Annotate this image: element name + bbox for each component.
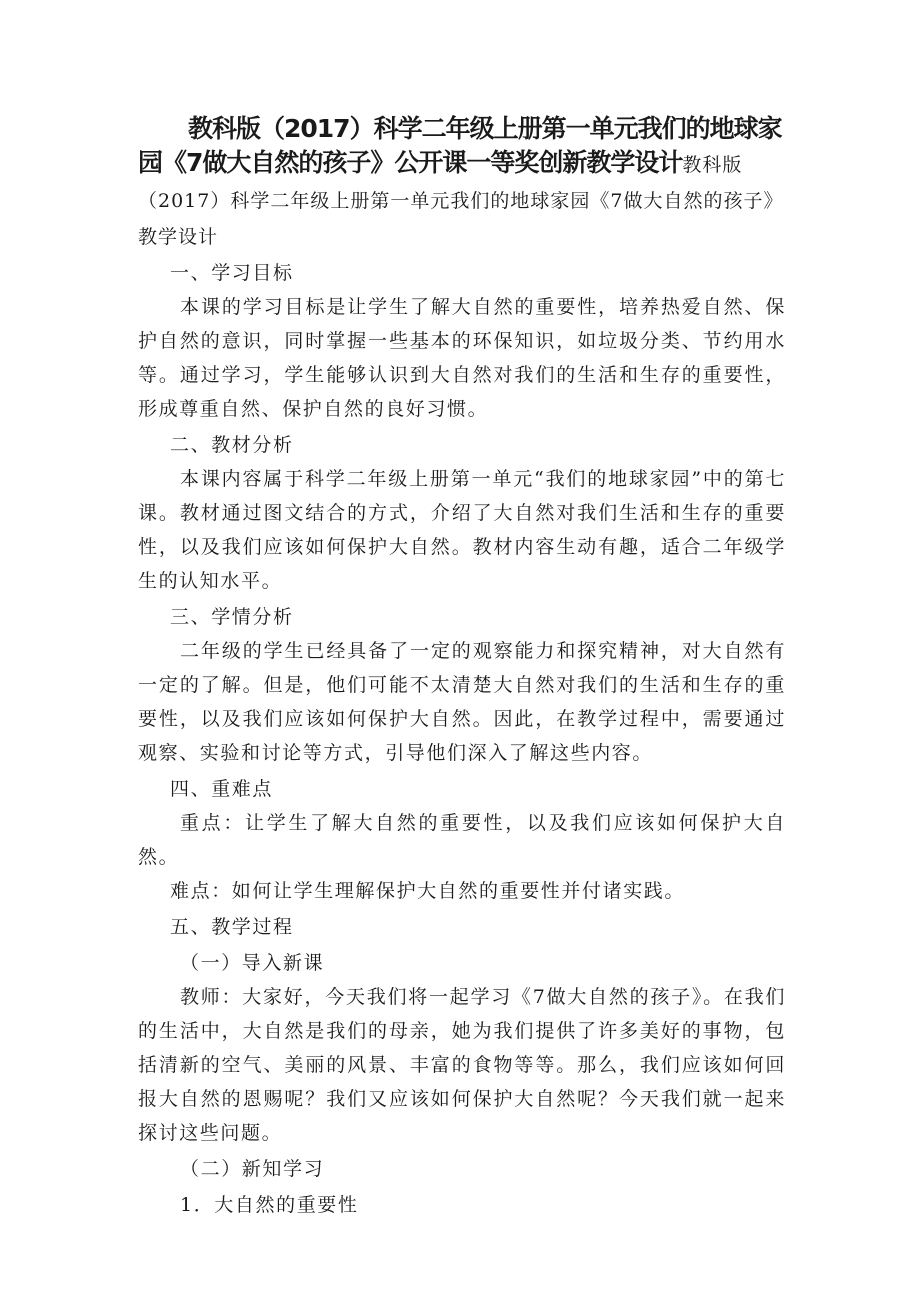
title-subtitle: 教科版（2017）科学二年级上册第一单元我们的地球家园《7做大自然的孩子》教学设计 <box>138 154 784 248</box>
paragraph-difficult-point: 难点：如何让学生理解保护大自然的重要性并付诸实践。 <box>170 880 686 902</box>
document-content <box>138 112 786 1222</box>
paragraph-students: 二年级的学生已经具备了一定的观察能力和探究精神，对大自然有一定的了解。但是，他们可能不太清楚大自然对我们的生活和生存的重要性，以及我们应该如何保护大自然。因此，在教学过程中，需要通过观察、实验和讨论等方式，引导他们深入了解这些内容。 <box>138 640 786 764</box>
paragraph-textbook: 本课内容属于科学二年级上册第一单元“我们的地球家园”中的第七课。教材通过图文结合的方式，介绍了大自然对我们生活和生存的重要性，以及我们应该如何保护大自然。教材内容生动有趣，适合二年级学生的认知水平。 <box>138 468 786 592</box>
list-item-nature-importance: 1．大自然的重要性 <box>180 1194 359 1216</box>
section-heading-process: 五、教学过程 <box>170 916 294 938</box>
sub-heading-new-knowledge: （二）新知学习 <box>180 1158 325 1180</box>
paragraph-key-point: 重点：让学生了解大自然的重要性，以及我们应该如何保护大自然。 <box>138 812 786 868</box>
title-main: 教科版（2017）科学二年级上册第一单元我们的地球家园《7做大自然的孩子》公开课一等奖创新教学设计 <box>138 114 782 177</box>
section-heading-students: 三、学情分析 <box>170 606 294 628</box>
section-heading-key-points: 四、重难点 <box>170 778 274 800</box>
sub-heading-intro: （一）导入新课 <box>180 952 325 974</box>
paragraph-goals: 本课的学习目标是让学生了解大自然的重要性，培养热爱自然、保护自然的意识，同时掌握一些基本的环保知识，如垃圾分类、节约用水等。通过学习，学生能够认识到大自然对我们的生活和生存的重要性，形成尊重自然、保护自然的良好习惯。 <box>138 296 786 420</box>
section-heading-textbook: 二、教材分析 <box>170 434 294 456</box>
document-title <box>138 112 786 254</box>
section-heading-goals: 一、学习目标 <box>170 262 294 284</box>
paragraph-intro: 教师：大家好，今天我们将一起学习《7做大自然的孩子》。在我们的生活中，大自然是我们的母亲，她为我们提供了许多美好的事物，包括清新的空气、美丽的风景、丰富的食物等等。那么，我们应该如何回报大自然的恩赐呢？我们又应该如何保护大自然呢？今天我们就一起来探讨这些问题。 <box>138 986 786 1144</box>
